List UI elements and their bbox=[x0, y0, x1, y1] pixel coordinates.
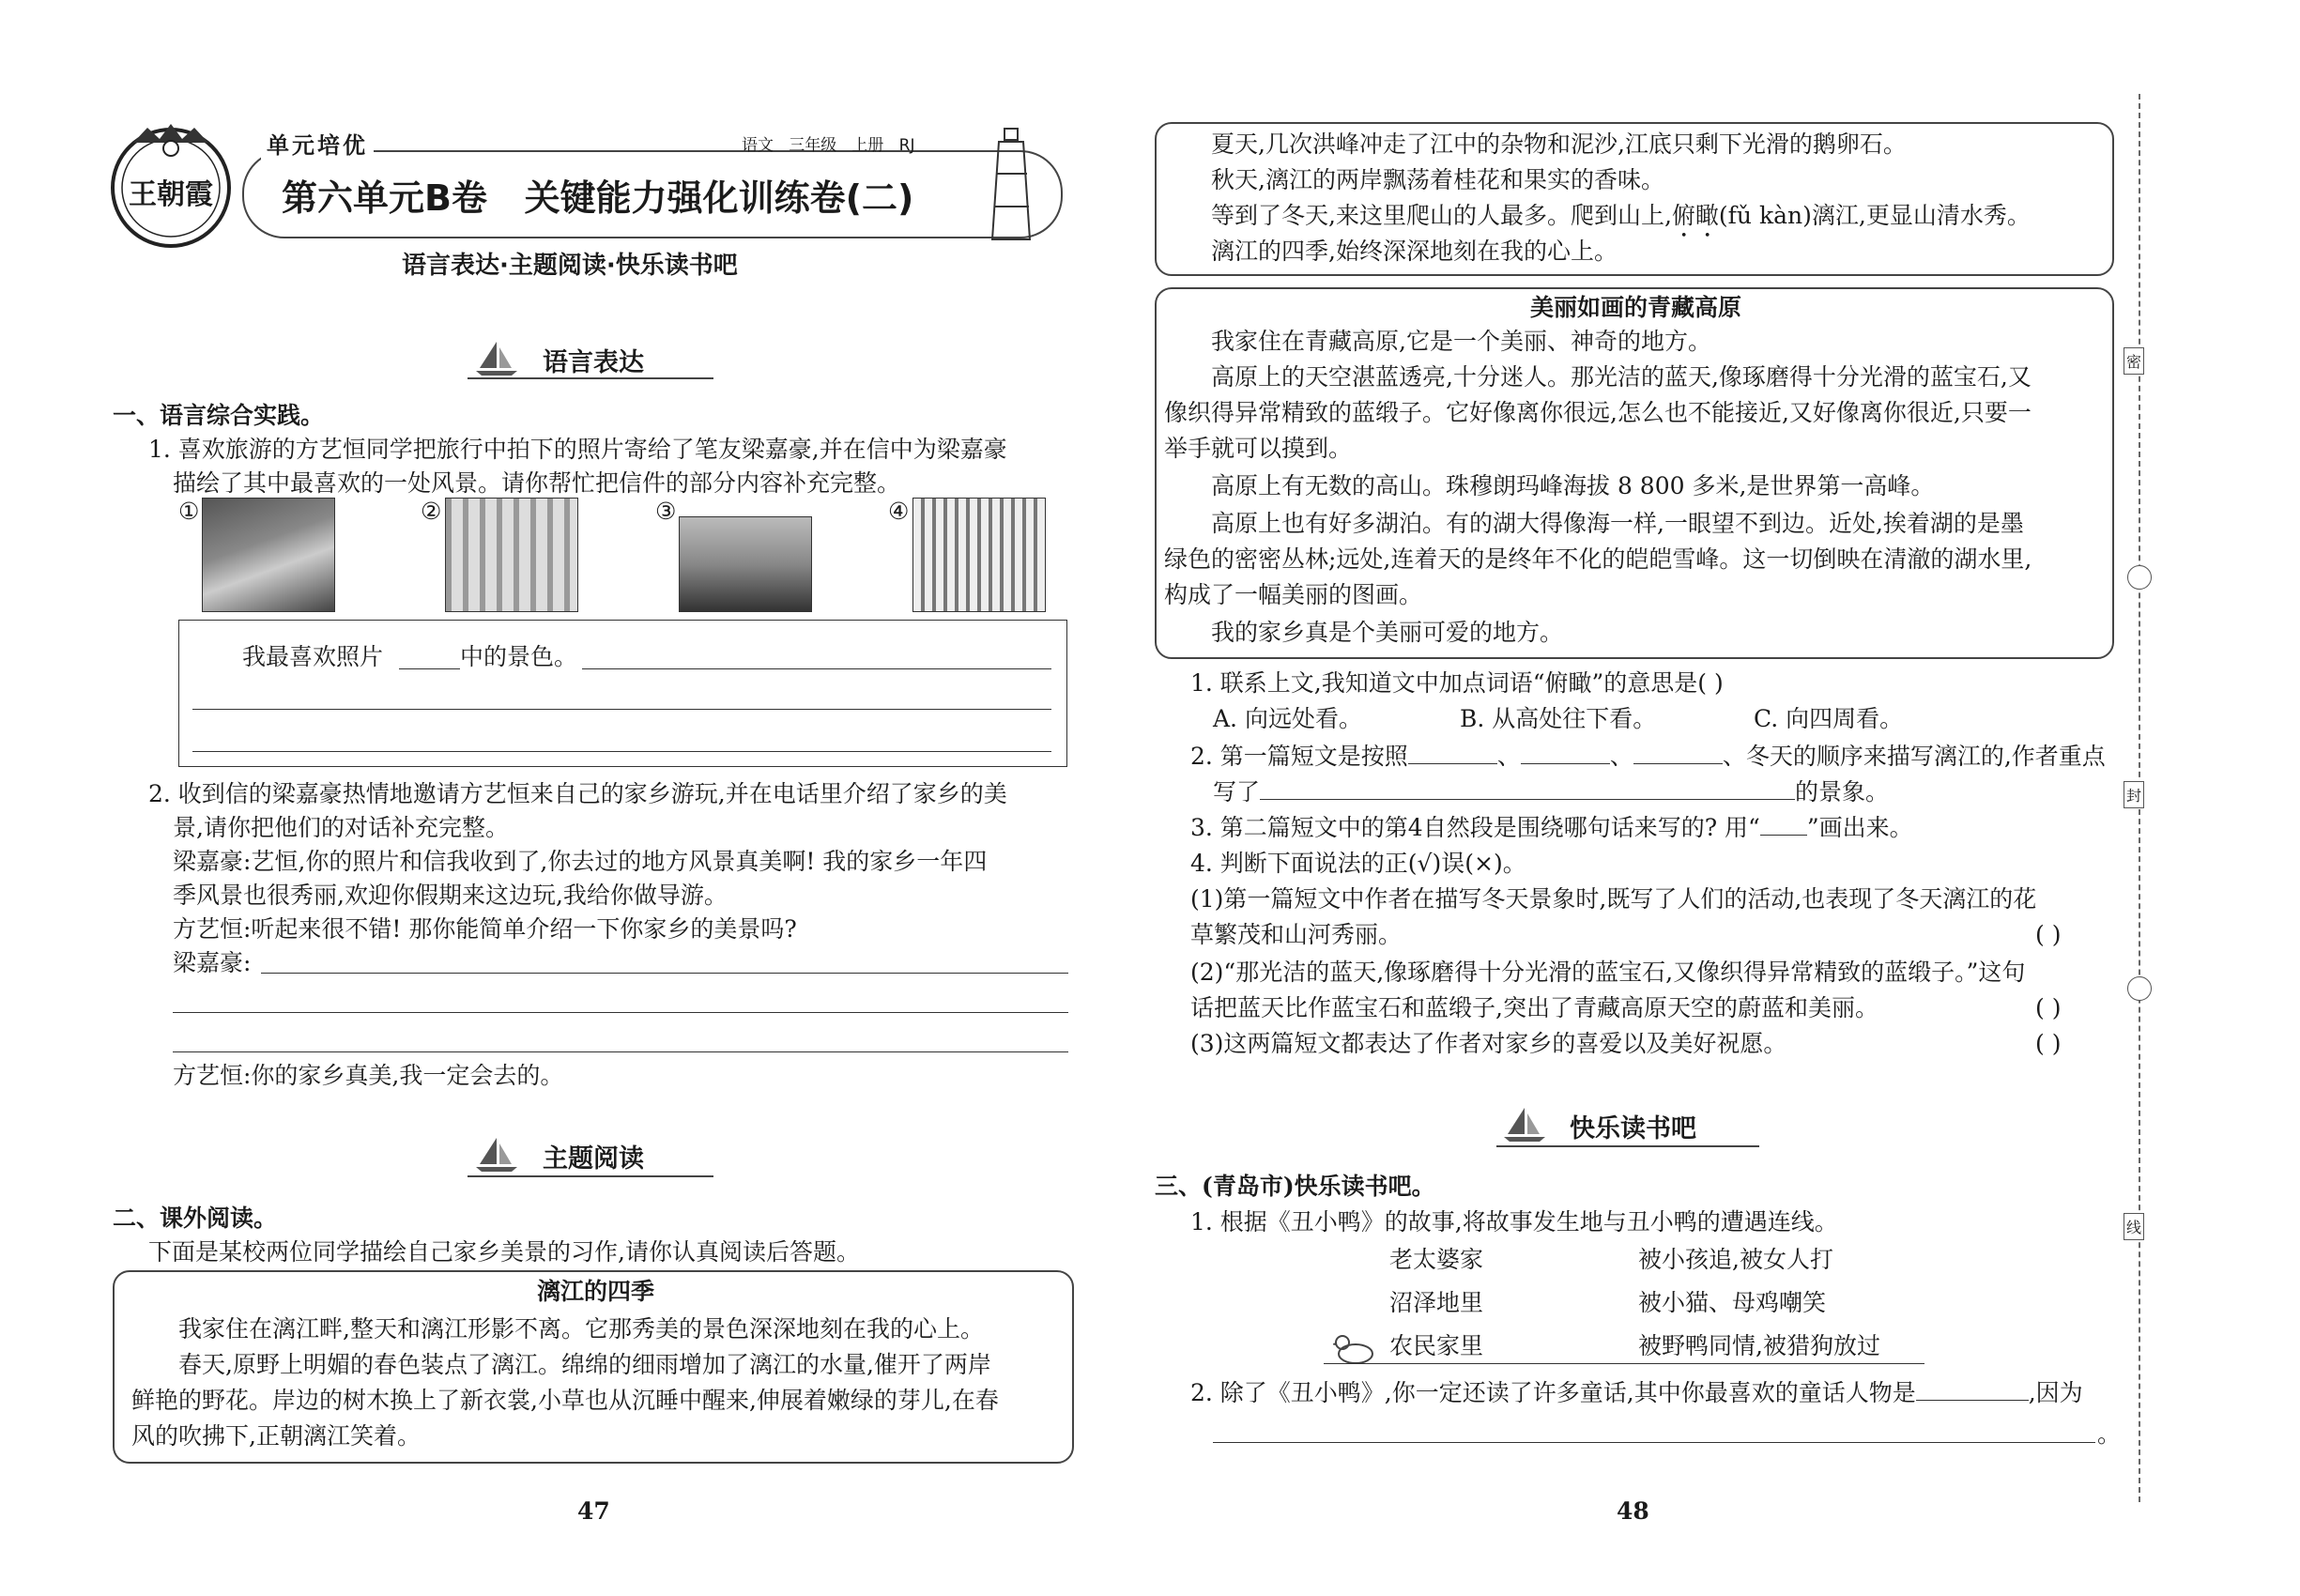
q3-2-end: 。 bbox=[2097, 1420, 2122, 1448]
rq2-blank-4[interactable] bbox=[1260, 778, 1795, 800]
photo-label-1: ① bbox=[178, 498, 200, 525]
rq2-blank-3[interactable] bbox=[1633, 743, 1723, 764]
seal-label-1: 密 bbox=[2124, 347, 2144, 375]
rq1-option-b[interactable]: B. 从高处往下看。 bbox=[1460, 705, 1657, 732]
dialog-1-line-2: 季风景也很秀丽,欢迎你假期来这边玩,我给你做导游。 bbox=[173, 882, 728, 909]
judge-2-line-2: 话把蓝天比作蓝宝石和蓝缎子,突出了青藏高原天空的蔚蓝和美丽。 bbox=[1190, 994, 1878, 1021]
photo-label-3: ③ bbox=[655, 498, 677, 525]
q1-1-text-2: 描绘了其中最喜欢的一处风景。请你帮忙把信件的部分内容补充完整。 bbox=[173, 469, 901, 497]
passage-1-line-2: 春天,原野上明媚的春色装点了漓江。绵绵的细雨增加了漓江的水量,催开了两岸 bbox=[178, 1351, 991, 1378]
q2-heading: 二、课外阅读。 bbox=[113, 1205, 278, 1232]
place-1[interactable]: 老太婆家 bbox=[1389, 1246, 1484, 1273]
logo-text: 王朝霞 bbox=[129, 178, 213, 211]
passage-2-line-2: 高原上的天空湛蓝透亮,十分迷人。那光洁的蓝天,像琢磨得十分光滑的蓝宝石,又 bbox=[1211, 363, 2032, 391]
wave-underline bbox=[1324, 1363, 1924, 1364]
section-underline bbox=[468, 377, 713, 379]
rq3-text: 3. 第二篇短文中的第4自然段是围绕哪句话来写的? 用“ ”画出来。 bbox=[1190, 814, 1913, 841]
passage-2-line-7: 绿色的密密丛林;远处,连着天的是终年不化的皑皑雪峰。这一切倒映在清澈的湖水里, bbox=[1164, 545, 2032, 573]
judge-1-line-1: (1)第一篇短文中作者在描写冬天景象时,既写了人们的活动,也表现了冬天漓江的花 bbox=[1190, 885, 2037, 913]
passage-1-cont-line-1: 夏天,几次洪峰冲走了江中的杂物和泥沙,江底只剩下光滑的鹅卵石。 bbox=[1211, 130, 1907, 158]
page-title: 第六单元B卷 关键能力强化训练卷(二) bbox=[282, 177, 914, 219]
passage-2-line-5: 高原上有无数的高山。珠穆朗玛峰海拔 8 800 多米,是世界第一高峰。 bbox=[1211, 472, 1935, 499]
judge-3-answer[interactable]: ( ) bbox=[2035, 1030, 2062, 1057]
rq3-underline-sample bbox=[1760, 814, 1807, 836]
rq2-line-2: 写了 的景象。 bbox=[1213, 778, 1890, 806]
sailboat-icon bbox=[1502, 1106, 1547, 1149]
event-3[interactable]: 被野鸭同情,被猎狗放过 bbox=[1638, 1332, 1880, 1359]
scissors-icon bbox=[2127, 565, 2152, 590]
page-subtitle: 语言表达·主题阅读·快乐读书吧 bbox=[394, 246, 745, 281]
passage-2-line-4: 举手就可以摸到。 bbox=[1164, 435, 1353, 462]
passage-2-line-3: 像织得异常精致的蓝缎子。它好像离你很远,怎么也不能接近,又好像离你很近,只要一 bbox=[1164, 399, 2032, 426]
q3-2-text: 2. 除了《丑小鸭》,你一定还读了许多童话,其中你最喜欢的童话人物是 ,因为 bbox=[1190, 1379, 2083, 1406]
letter-prompt-a: 我最喜欢照片 bbox=[242, 643, 384, 670]
passage-1-cont-line-4: 漓江的四季,始终深深地刻在我的心上。 bbox=[1211, 238, 1618, 265]
section-title-reading: 主题阅读 bbox=[543, 1144, 644, 1174]
q3-2-blank-character[interactable] bbox=[1916, 1379, 2029, 1401]
judge-2-line-1: (2)“那光洁的蓝天,像琢磨得十分光滑的蓝宝石,又像织得异常精致的蓝缎子。”这句 bbox=[1190, 959, 2026, 986]
photo-forest bbox=[445, 498, 578, 612]
section-underline bbox=[468, 1175, 713, 1177]
section-title-expression: 语言表达 bbox=[543, 348, 644, 377]
sailboat-icon bbox=[474, 1136, 519, 1179]
passage-1-line-3: 鲜艳的野花。岸边的树木换上了新衣裳,小草也从沉睡中醒来,伸展着嫩绿的芽儿,在春 bbox=[131, 1387, 999, 1414]
dialog-blank-3[interactable] bbox=[173, 1051, 1068, 1052]
section-underline bbox=[1496, 1145, 1759, 1147]
dialog-blank-2[interactable] bbox=[173, 1012, 1068, 1013]
passage-2-line-9: 我的家乡真是个美丽可爱的地方。 bbox=[1211, 619, 1564, 646]
judge-1-answer[interactable]: ( ) bbox=[2035, 921, 2062, 948]
dialog-3-speaker: 梁嘉豪: bbox=[173, 949, 252, 976]
dialog-4: 方艺恒:你的家乡真美,我一定会去的。 bbox=[173, 1062, 564, 1089]
letter-prompt-b: 中的景色。 bbox=[460, 643, 578, 670]
passage-1-cont-line-3: 等到了冬天,来这里爬山的人最多。爬到山上,俯瞰(fǔ kàn)漓江,更显山清水秀。 bbox=[1211, 202, 2031, 229]
passage-1-cont-line-2: 秋天,漓江的两岸飘荡着桂花和果实的香味。 bbox=[1211, 166, 1664, 193]
place-3[interactable]: 农民家里 bbox=[1389, 1332, 1484, 1359]
event-2[interactable]: 被小猫、母鸡嘲笑 bbox=[1638, 1289, 1827, 1316]
rq2-blank-1[interactable] bbox=[1408, 743, 1497, 764]
section-title-happy-reading: 快乐读书吧 bbox=[1570, 1114, 1696, 1143]
q3-2-blank-reason[interactable] bbox=[1213, 1442, 2095, 1443]
rq1-option-c[interactable]: C. 向四周看。 bbox=[1754, 705, 1904, 732]
q3-1-text: 1. 根据《丑小鸭》的故事,将故事发生地与丑小鸭的遭遇连线。 bbox=[1190, 1208, 1838, 1235]
q1-1-text-1: 1. 喜欢旅游的方艺恒同学把旅行中拍下的照片寄给了笔友梁嘉豪,并在信中为梁嘉豪 bbox=[148, 436, 1007, 463]
rq2-line-1: 2. 第一篇短文是按照 、 、 、冬天的顺序来描写漓江的,作者重点 bbox=[1190, 743, 2106, 770]
letter-blank-photo[interactable] bbox=[399, 668, 460, 669]
passage-2-line-8: 构成了一幅美丽的图画。 bbox=[1164, 581, 1423, 608]
q1-heading: 一、语言综合实践。 bbox=[113, 402, 325, 429]
passage-1-title: 漓江的四季 bbox=[537, 1278, 655, 1305]
passage-2-line-1: 我家住在青藏高原,它是一个美丽、神奇的地方。 bbox=[1211, 328, 1711, 355]
photo-mountain bbox=[679, 516, 812, 612]
q1-2-text-1: 2. 收到信的梁嘉豪热情地邀请方艺恒来自己的家乡游玩,并在电话里介绍了家乡的美 bbox=[148, 780, 1007, 807]
photo-label-2: ② bbox=[421, 498, 442, 525]
dotted-word-fukan: 俯瞰 bbox=[1671, 202, 1719, 229]
photo-waterfall bbox=[912, 498, 1046, 612]
judge-3-text: (3)这两篇短文都表达了作者对家乡的喜爱以及美好祝愿。 bbox=[1190, 1030, 1787, 1057]
rq4-text: 4. 判断下面说法的正(√)误(×)。 bbox=[1190, 850, 1526, 877]
event-1[interactable]: 被小孩追,被女人打 bbox=[1638, 1246, 1833, 1273]
lighthouse-icon bbox=[986, 127, 1037, 250]
q1-2-text-2: 景,请你把他们的对话补充完整。 bbox=[173, 814, 509, 841]
rq1-text: 1. 联系上文,我知道文中加点词语“俯瞰”的意思是( ) bbox=[1190, 669, 1724, 697]
passage-1-line-4: 风的吹拂下,正朝漓江笑着。 bbox=[131, 1422, 421, 1450]
seal-label-3: 线 bbox=[2124, 1213, 2144, 1240]
letter-blank-1[interactable] bbox=[582, 668, 1051, 669]
rq1-option-a[interactable]: A. 向远处看。 bbox=[1213, 705, 1362, 732]
dialog-blank-1[interactable] bbox=[261, 973, 1068, 974]
photo-coral-reef bbox=[202, 498, 335, 612]
letter-blank-2[interactable] bbox=[192, 709, 1051, 710]
brand-logo bbox=[105, 120, 237, 252]
place-2[interactable]: 沼泽地里 bbox=[1389, 1289, 1484, 1316]
duck-icon bbox=[1333, 1333, 1374, 1371]
unit-badge: 单元培优 bbox=[261, 127, 374, 160]
rq2-blank-2[interactable] bbox=[1521, 743, 1610, 764]
q2-intro: 下面是某校两位同学描绘自己家乡美景的习作,请你认真阅读后答题。 bbox=[148, 1238, 860, 1266]
page-number-right: 48 bbox=[1617, 1497, 1649, 1525]
passage-2-line-6: 高原上也有好多湖泊。有的湖大得像海一样,一眼望不到边。近处,挨着湖的是墨 bbox=[1211, 510, 2024, 537]
seal-label-2: 封 bbox=[2124, 781, 2144, 808]
q3-heading: 三、(青岛市)快乐读书吧。 bbox=[1155, 1173, 1435, 1200]
letter-blank-3[interactable] bbox=[192, 751, 1051, 752]
page-number-left: 47 bbox=[577, 1497, 610, 1525]
dialog-2: 方艺恒:听起来很不错! 那你能简单介绍一下你家乡的美景吗? bbox=[173, 915, 797, 943]
judge-1-line-2: 草繁茂和山河秀丽。 bbox=[1190, 921, 1403, 948]
judge-2-answer[interactable]: ( ) bbox=[2035, 994, 2062, 1021]
scissors-icon bbox=[2127, 976, 2152, 1001]
passage-1-line-1: 我家住在漓江畔,整天和漓江形影不离。它那秀美的景色深深地刻在我的心上。 bbox=[178, 1315, 984, 1343]
photo-label-4: ④ bbox=[888, 498, 910, 525]
book-meta: 语文 三年级 上册 RJ bbox=[742, 136, 915, 155]
passage-2-title: 美丽如画的青藏高原 bbox=[1530, 294, 1742, 321]
dialog-1-line-1: 梁嘉豪:艺恒,你的照片和信我收到了,你去过的地方风景真美啊! 我的家乡一年四 bbox=[173, 848, 988, 875]
